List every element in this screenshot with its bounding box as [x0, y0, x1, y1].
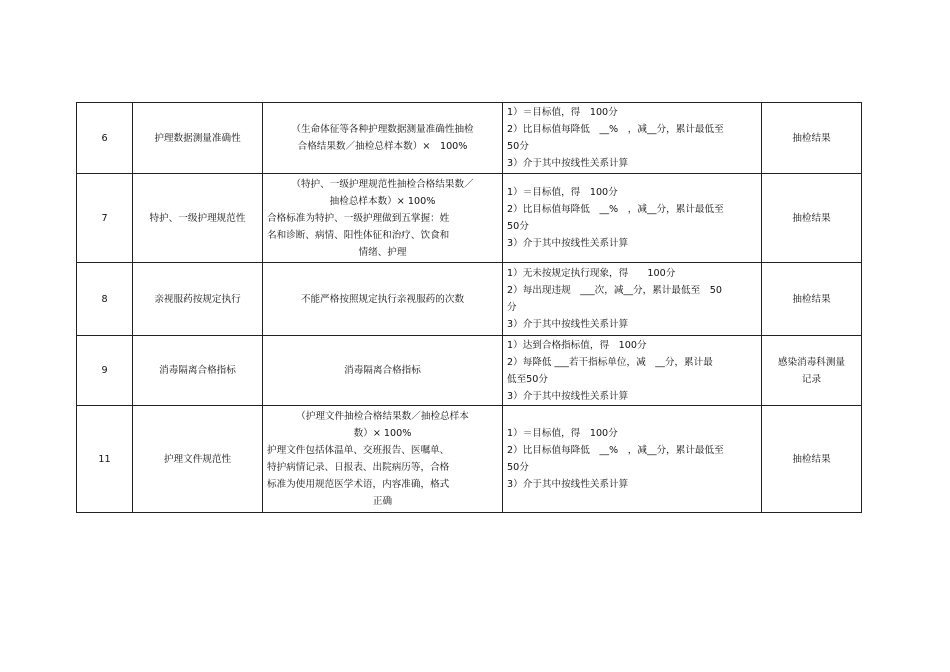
scoring-rules: 1）无未按规定执行现象，得 100分 2）每出现违规 ___次，减__分，累计最低至 50 分 3）介于其中按线性关系计算 — [503, 263, 762, 336]
calculation-method: （特护、一级护理规范性抽检合格结果数／ 抽检总样本数）× 100% 合格标准为特护、一级护理做到五掌握：姓 名和诊断、病情、阳性体征和治疗、饮食和 情绪、护理 — [263, 174, 503, 263]
indicator-name: 消毒隔离合格指标 — [133, 336, 263, 406]
table-row — [77, 103, 862, 174]
indicator-table — [76, 102, 862, 513]
calculation-method: （生命体征等各种护理数据测量准确性抽检 合格结果数／抽检总样本数）× 100% — [263, 103, 503, 174]
data-source: 抽检结果 — [762, 174, 862, 263]
data-source: 抽检结果 — [762, 263, 862, 336]
row-number: 6 — [77, 103, 133, 174]
row-number: 11 — [77, 406, 133, 513]
scoring-rules: 1）达到合格指标值，得 100分 2）每降低 ___若干指标单位，减 __分，累计最 低至50分 3）介于其中按线性关系计算 — [503, 336, 762, 406]
scoring-rules: 1）＝目标值，得 100分 2）比目标值每降低 __% ，减__分，累计最低至 50分 3）介于其中按线性关系计算 — [503, 174, 762, 263]
data-source: 抽检结果 — [762, 406, 862, 513]
scoring-rules: 1）＝目标值，得 100分 2）比目标值每降低 __% ，减__分，累计最低至 50分 3）介于其中按线性关系计算 — [503, 406, 762, 513]
calculation-method: 不能严格按照规定执行亲视服药的次数 — [263, 263, 503, 336]
calculation-method: 消毒隔离合格指标 — [263, 336, 503, 406]
scoring-rules: 1）＝目标值，得 100分 2）比目标值每降低 __% ，减__分，累计最低至 50分 3）介于其中按线性关系计算 — [503, 103, 762, 174]
indicator-name: 特护、一级护理规范性 — [133, 174, 263, 263]
calculation-method: （护理文件抽检合格结果数／抽检总样本 数）× 100% 护理文件包括体温单、交班报告、医嘱单、 特护病情记录、日报表、出院病历等，合格 标准为使用规范医学术语，内容准确，格式 正确 — [263, 406, 503, 513]
row-number: 9 — [77, 336, 133, 406]
row-number: 7 — [77, 174, 133, 263]
table-row — [77, 406, 862, 513]
table-row — [77, 263, 862, 336]
indicator-name: 亲视服药按规定执行 — [133, 263, 263, 336]
indicator-name: 护理文件规范性 — [133, 406, 263, 513]
data-source: 抽检结果 — [762, 103, 862, 174]
table-row — [77, 174, 862, 263]
table-row — [77, 336, 862, 406]
data-source: 感染消毒科测量 记录 — [762, 336, 862, 406]
indicator-name: 护理数据测量准确性 — [133, 103, 263, 174]
row-number: 8 — [77, 263, 133, 336]
